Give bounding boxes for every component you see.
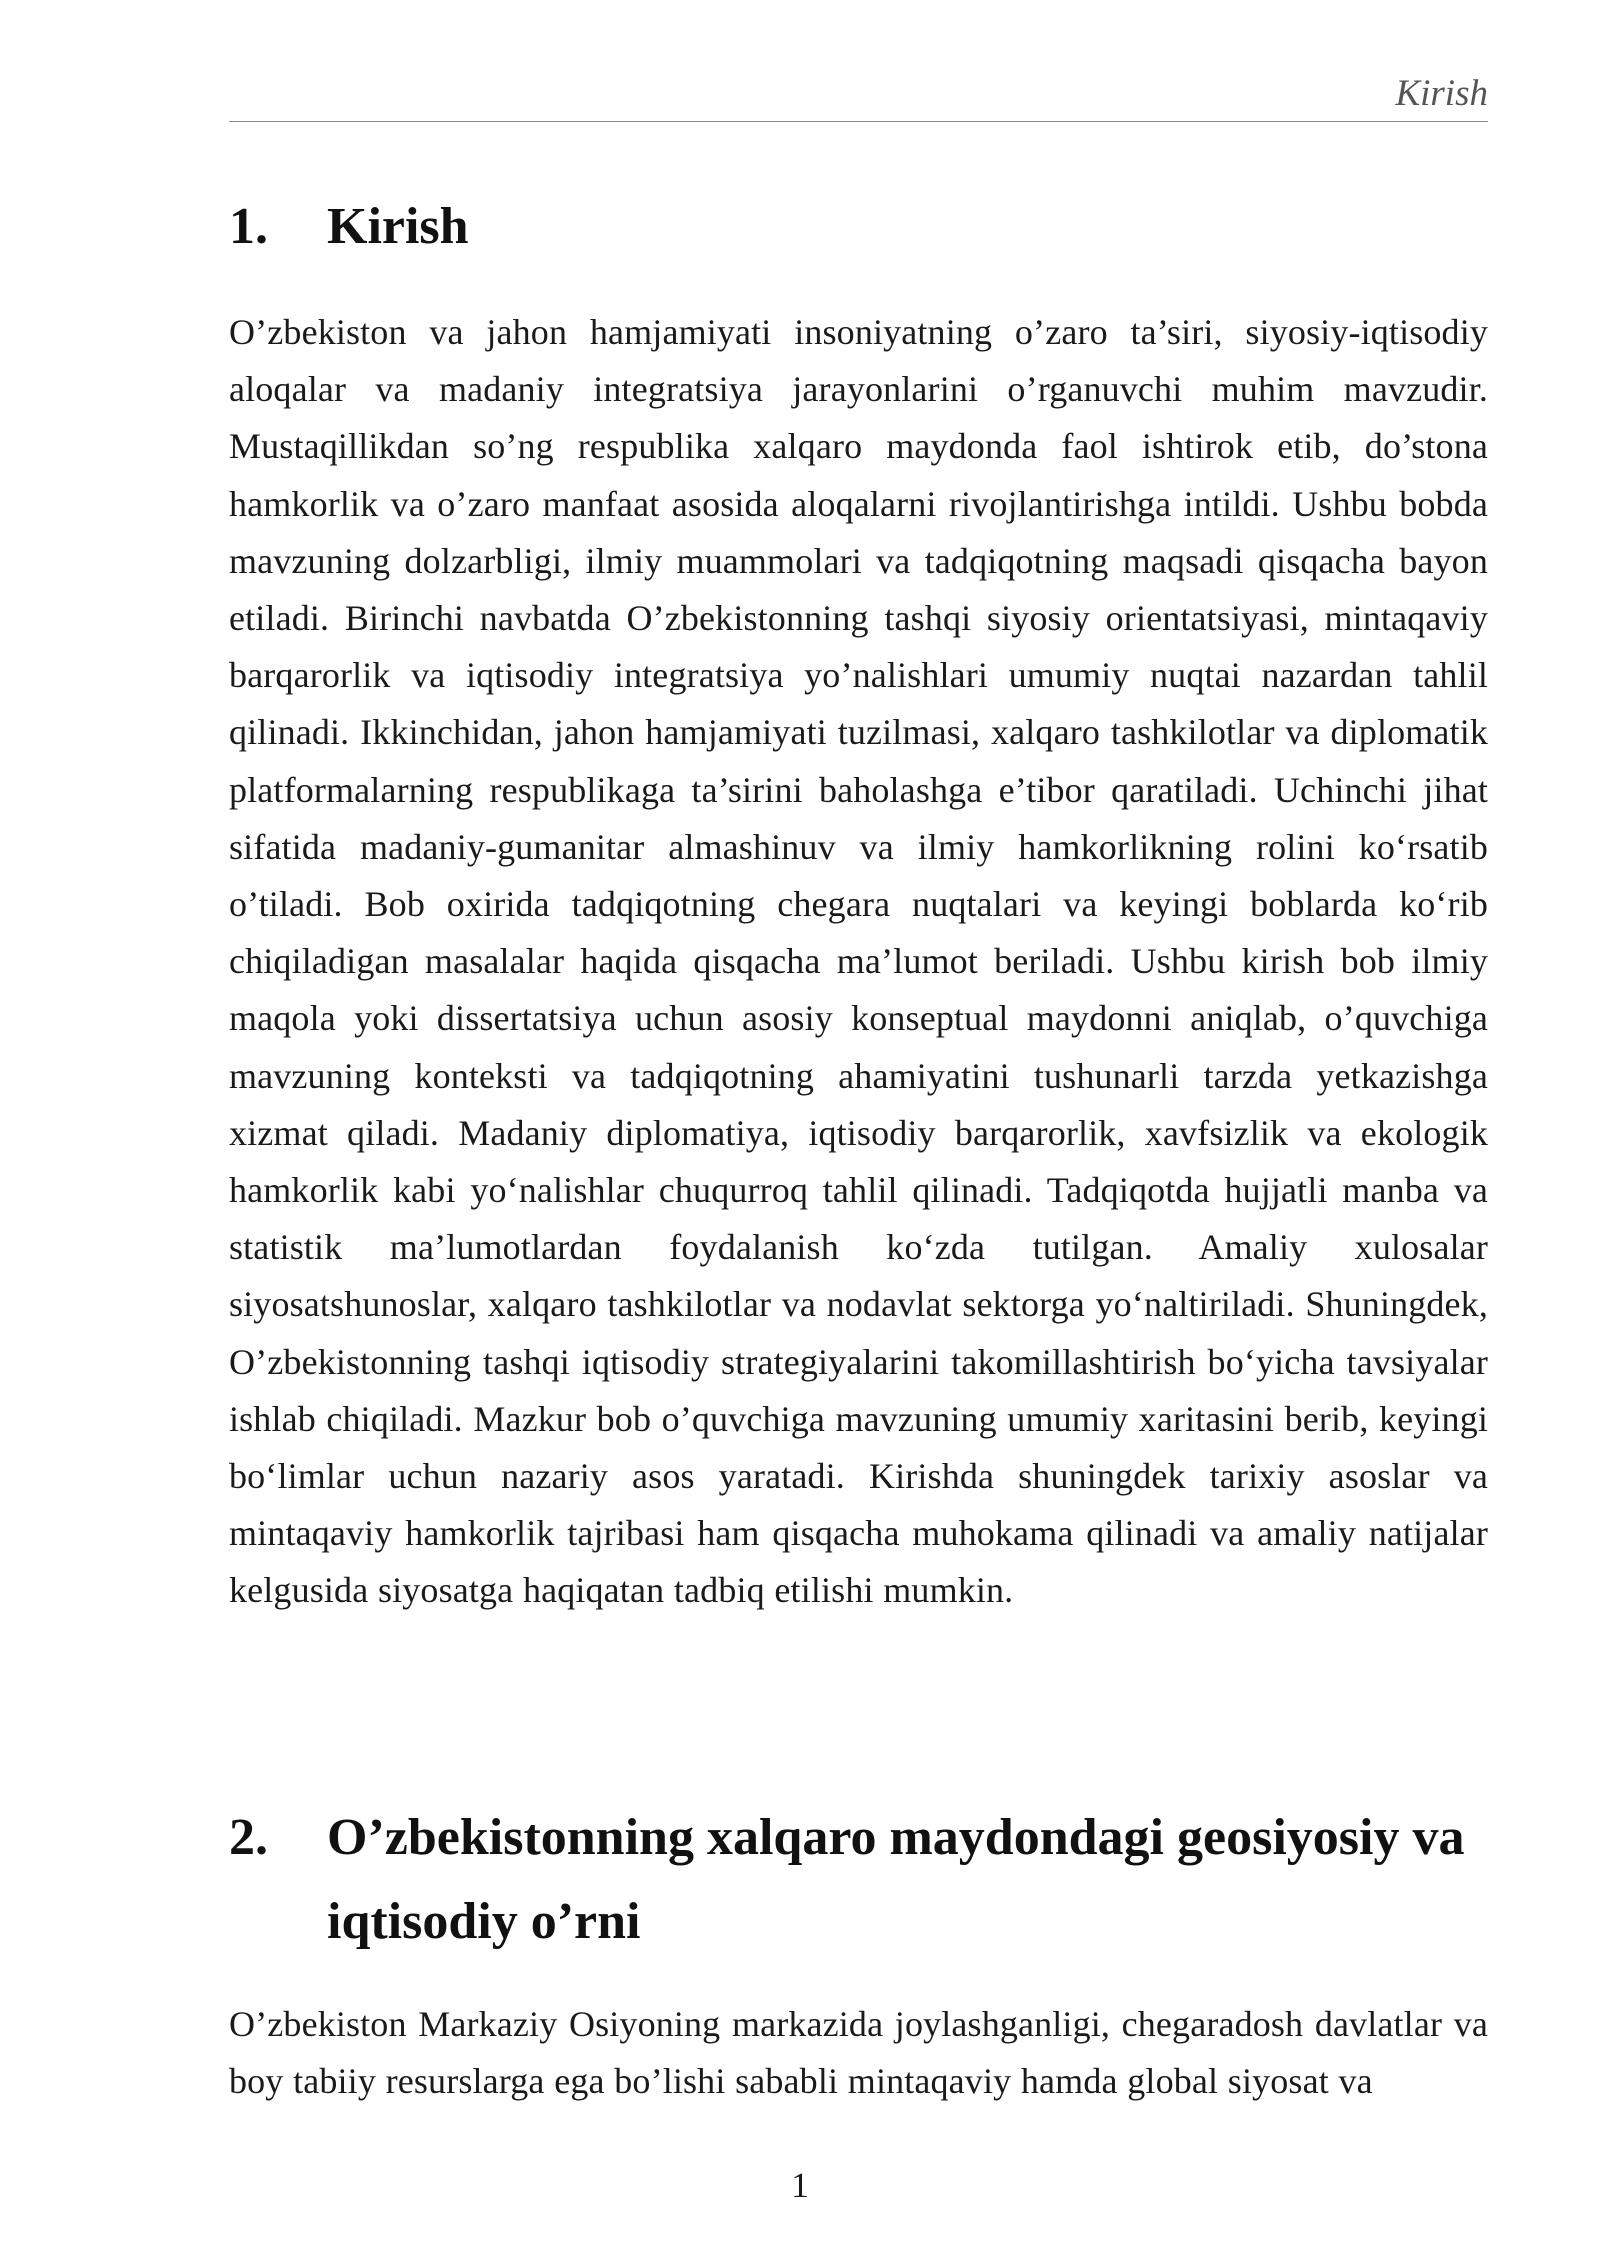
section-heading-2 [229,1796,1488,1964]
running-header [229,72,1488,122]
section-2-paragraph: O’zbekiston Markaziy Osiyoning markazida joylashganligi, chegaradosh davlatlar va boy tabiiy resurslarga ega bo’lishi sababli mintaqaviy hamda global siyosat va [229,2004,1488,2102]
section-number: 1. [229,198,268,255]
section-1-paragraph: O’zbekiston va jahon hamjamiyati insoniyatning o’zaro ta’siri, siyosiy-iqtisodiy aloqalar va madaniy integratsiya jarayonlarini o’rganuvchi muhim mavzudir. Mustaqillikdan so’ng respublika xalqaro maydonda faol ishtirok etib, do’stona hamkorlik va o’zaro manfaat asosida aloqalarni rivojlantirishga intildi. Ushbu bobda mavzuning dolzarbligi, ilmiy muammolari va tadqiqotning maqsadi qisqacha bayon etiladi. Birinchi navbatda O’zbekistonning tashqi siyosiy orientatsiyasi, mintaqaviy barqarorlik va iqtisodiy integratsiya yo’nalishlari umumiy nuqtai nazardan tahlil qilinadi. Ikkinchidan, jahon hamjamiyati tuzilmasi, xalqaro tashkilotlar va diplomatik platformalarning respublikaga ta’sirini baholashga e’tibor qaratiladi. Uchinchi jihat sifatida madaniy-gumanitar almashinuv va ilmiy hamkorlikning rolini ko‘rsatib o’tiladi. Bob oxirida tadqiqotning chegara nuqtalari va keyingi boblarda ko‘rib chiqiladigan masalalar haqida qisqacha ma’lumot beriladi. Ushbu kirish bob ilmiy maqola yoki dissertatsiya uchun asosiy konseptual maydonni aniqlab, o’quvchiga mavzuning konteksti va tadqiqotning ahamiyatini tushunarli tarzda yetkazishga xizmat qiladi. Madaniy diplomatiya, iqtisodiy barqarorlik, xavfsizlik va ekologik hamkorlik kabi yo‘nalishlar chuqurroq tahlil qilinadi. Tadqiqotda hujjatli manba va statistik ma’lumotlardan foydalanish ko‘zda tutilgan. Amaliy xulosalar siyosatshunoslar, xalqaro tashkilotlar va nodavlat sektorga yo‘naltiriladi. Shuningdek, O’zbekistonning tashqi iqtisodiy strategiyalarini takomillashtirish bo‘yicha tavsiyalar ishlab chiqiladi. Mazkur bob o’quvchiga mavzuning umumiy xaritasini berib, keyingi bo‘limlar uchun nazariy asos yaratadi. Kirishda shuningdek tarixiy asoslar va mintaqaviy hamkorlik tajribasi ham qisqacha muhokama qilinadi va amaliy natijalar kelgusida siyosatga haqiqatan tadbiq etilishi mumkin. [229,312,1488,1611]
section-heading-1 [229,185,1488,269]
section-title: Kirish [327,198,469,255]
page-number: 1 [791,2165,809,2205]
section-title: O’zbekistonning xalqaro maydondagi geosiyosiy va iqtisodiy o’rni [327,1809,1465,1950]
section-number: 2. [229,1809,268,1866]
running-header-title: Kirish [1395,73,1488,114]
